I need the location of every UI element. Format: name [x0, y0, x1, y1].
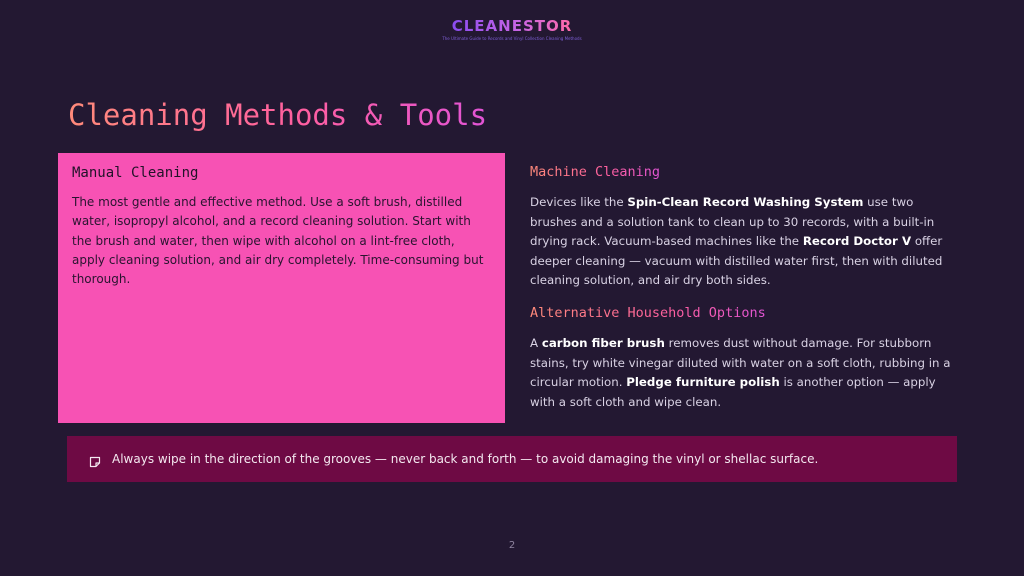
- household-options-text: A carbon fiber brush removes dust without damage. For stubborn stains, try white vinegar diluted with water on a soft cloth, rubbing in a circular motion. Pledge furniture polish is another option — apply with a soft cloth and wipe clean.: [530, 335, 951, 409]
- pledge-polish-name: Pledge furniture polish: [626, 375, 780, 390]
- tip-text: Always wipe in the direction of the grooves — never back and forth — to avoid damaging the vinyl or shellac surface.: [112, 452, 819, 466]
- slide-title: Cleaning Methods & Tools: [68, 98, 488, 132]
- brand-tagline: The Ultimate Guide to Records and Vinyl Collection Cleaning Methods: [442, 36, 582, 41]
- household-options-heading: Alternative Household Options: [530, 301, 766, 325]
- manual-cleaning-heading: Manual Cleaning: [72, 165, 199, 181]
- machine-cleaning-text: Devices like the Spin-Clean Record Washing System use two brushes and a solution tank to clean up to 30 records, with a built-in drying rack. Vacuum-based machines like the Record Doctor V offer deeper cleaning — vacuum with distilled water first, then with diluted cleaning solution, and air dry both sides.: [530, 195, 943, 288]
- manual-cleaning-text: The most gentle and effective method. Use a soft brush, distilled water, isopropyl alcohol, and a record cleaning solution. Start with the brush and water, then wipe with alcohol on a lint-free cloth, apply cleaning solution, and air dry completely. Time-consuming but thorough.: [72, 195, 484, 287]
- right-column: [530, 160, 955, 422]
- tip-callout: [67, 436, 957, 482]
- brand-logo: [0, 16, 1024, 41]
- manual-cleaning-card: [58, 153, 505, 423]
- spin-clean-name: Spin-Clean Record Washing System: [627, 195, 864, 209]
- page-number: 2: [508, 540, 516, 551]
- record-doctor-name: Record Doctor V: [802, 234, 912, 249]
- note-icon: [89, 453, 101, 465]
- brand-name: CLEANESTOR: [451, 17, 573, 35]
- machine-cleaning-heading: Machine Cleaning: [530, 160, 660, 184]
- carbon-fiber-brush-name: carbon fiber brush: [541, 335, 665, 350]
